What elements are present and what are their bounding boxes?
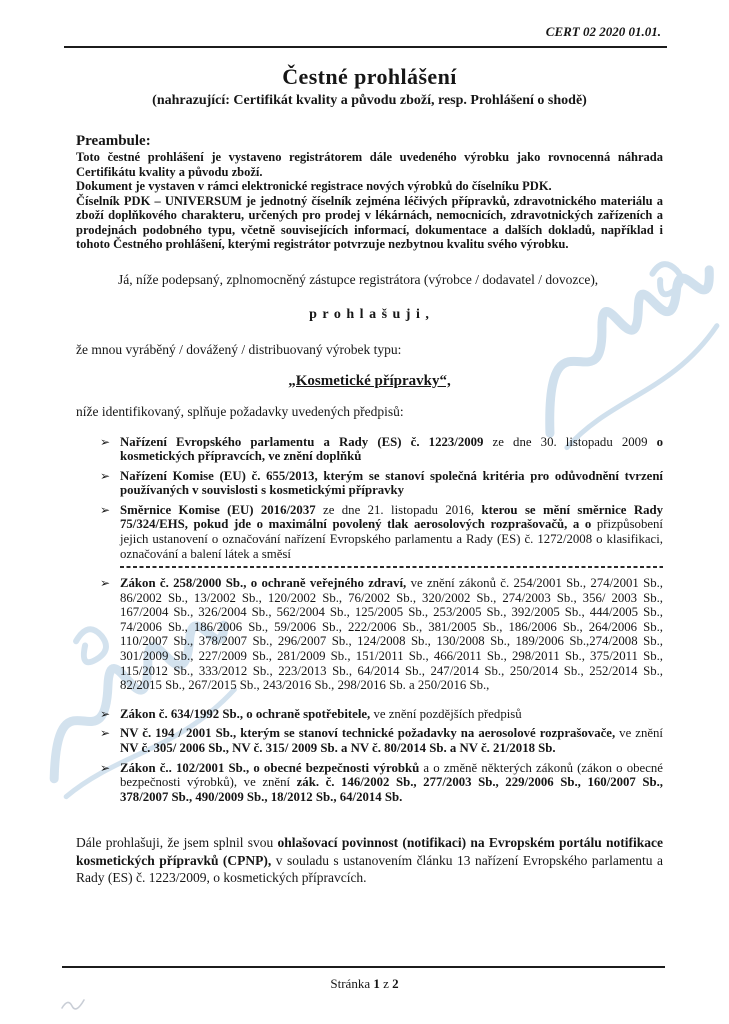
arrow-bullet-icon: ➢ (100, 760, 111, 775)
doc-reference: CERT 02 2020 01.01. (545, 24, 661, 39)
arrow-bullet-icon: ➢ (100, 468, 111, 483)
text-segment: Stránka (330, 976, 374, 991)
text-segment: kterou se mění směrnice Rady 75/324/EHS, pokud jde o maximální povolený tlak aerosolových rozprašovačů, a o (120, 502, 663, 532)
arrow-bullet-icon: ➢ (100, 576, 111, 591)
text-segment: ohlašovací povinnost (notifikaci) na Evropském portálu notifikace kosmetických přípravků (CPNP), (76, 835, 663, 868)
text-segment: ve znění zákonů č. 254/2001 Sb., 274/2001 Sb., 86/2002 Sb., 13/2002 Sb., 120/2002 Sb., 76/2002 Sb., 320/2002 Sb., 274/2003 Sb., 356/ 2003 Sb., 167/2004 Sb., 326/2004 Sb., 562/2004 Sb., 125/2005 Sb., 253/2005 Sb., 392/2005 Sb., 444/2005 Sb., 74/2006 Sb., 186/2006 Sb., 59/2006 Sb., 222/2006 Sb., 381/2005 Sb., 186/2006 Sb., 264/2006 Sb., 110/2007 Sb., 378/2007 Sb., 296/2007 Sb., 124/2008 Sb., 130/2008 Sb., 189/2006 Sb.,274/2008 Sb., 301/2009 Sb., 227/2009 Sb., 281/2009 Sb., 151/2011 Sb., 466/2011 Sb., 298/2011 Sb., 375/2011 Sb., 115/2012 Sb., 333/2012 Sb., 223/2013 Sb., 64/2014 Sb., 247/2014 Sb., 250/2014 Sb., 252/2014 Sb., 82/2015 Sb., 267/2015 Sb., 243/2016 Sb., 298/2016 Sb. a 250/2016 Sb., (120, 576, 664, 693)
text-segment: ze dne 30. listopadu 2009 (483, 434, 657, 449)
text-segment: Nařízení Evropského parlamentu a Rady (ES) č. 1223/2009 (120, 434, 484, 449)
text-segment: zák. č. 146/2002 Sb., 277/2003 Sb., 229/2006 Sb., 160/2007 Sb., 378/2007 Sb., 490/2009 Sb., 18/2012 Sb., 64/2014 Sb. (120, 775, 663, 804)
regulation-item-6 (100, 726, 663, 755)
pencil-mark (60, 994, 86, 1012)
text-segment: o kosmetických přípravcích, ve znění doplňků (120, 434, 664, 464)
text-segment: v souladu s ustanovením článku 13 nařízení Evropského parlamentu a Rady (ES) č. 1223/2009, o kosmetických přípravcích. (76, 852, 664, 885)
declarant-intro: Já, níže podepsaný, zplnomocněný zástupce registrátora (výrobce / dodavatel / dovozce), (118, 271, 599, 287)
regulation-item-5 (100, 707, 663, 722)
text-segment: Zákon č. 258/2000 Sb., o ochraně veřejného zdraví, (120, 576, 407, 591)
text-segment: Zákon č. 634/1992 Sb., o ochraně spotřebitele, (120, 706, 371, 721)
declaration-verb: p r o h l a š u j i , (309, 306, 430, 322)
text-segment: Směrnice Komise (EU) 2016/2037 (120, 502, 316, 517)
regulation-text (120, 707, 663, 722)
preambule-paragraph-3: Číselník PDK – UNIVERSUM je jednotný číselník zejména léčivých přípravků, zdravotnického materiálu a zboží doplňkového charakteru, určených pro prodej v lékárnách, nemocnicích, zdravotnických zařízeních a prodejnách podobného typu, včetně souvisejících informací, dokumentace a dalších dokladů, například i tohoto Čestného prohlášení, kterými registrátor potvrzuje nezbytnou kvalitu svého výrobku. (76, 193, 663, 251)
page-number (0, 976, 729, 992)
text-segment: a o změně některých zákonů (zákon o obecné bezpečnosti výrobků), ve znění (120, 760, 663, 790)
regulation-item-7 (100, 761, 663, 805)
text-segment: přizpůsobení jejich ustanovení o označování nařízení Evropského parlamentu a Rady (ES) č. 1272/2008 o klasifikaci, označování a balení látek a směsí (120, 517, 663, 561)
text-segment: z (379, 976, 393, 991)
regulation-item-2 (100, 469, 663, 498)
regulation-item-1 (100, 435, 663, 464)
preambule-heading: Preambule: (76, 133, 151, 149)
text-segment: 1 (373, 976, 380, 991)
dashed-separator (120, 566, 663, 568)
text-segment: Dále prohlašuji, že jsem splnil svou (76, 835, 278, 851)
regulation-text (120, 435, 663, 464)
text-segment: ve znění (615, 726, 663, 741)
page-subtitle: (nahrazující: Certifikát kvality a původu zboží, resp. Prohlášení o shodě) (152, 93, 587, 108)
text-segment: ve znění pozdějších předpisů (370, 706, 522, 721)
page-title: Čestné prohlášení (282, 64, 457, 89)
footer-rule (62, 966, 665, 968)
regulation-text (120, 576, 663, 693)
regulation-text (120, 503, 663, 561)
preambule-paragraph-2: Dokument je vystaven v rámci elektronické registrace nových výrobků do číselníku PDK. (76, 179, 552, 193)
arrow-bullet-icon: ➢ (100, 726, 111, 741)
regulations-list (76, 435, 663, 805)
arrow-bullet-icon: ➢ (100, 502, 111, 517)
text-segment: Zákon č.. 102/2001 Sb., o obecné bezpečnosti výrobků (120, 760, 420, 775)
regulation-text (120, 761, 663, 805)
product-type-title: „Kosmetické přípravky“, (288, 372, 451, 389)
text-segment: Nařízení Komise (EU) č. 655/2013, kterým se stanoví společná kritéria pro odůvodnění tvrzení používaných v souvislosti s kosmetickými přípravky (120, 468, 663, 498)
text-segment: ze dne 21. listopadu 2016, (315, 502, 482, 517)
preambule-paragraph-1: Toto čestné prohlášení je vystaveno registrátorem dále uvedeného výrobku jako rovnocenná náhrada Certifikátu kvality a původu zboží. (76, 150, 663, 179)
regulation-item-3 (100, 503, 663, 561)
closing-paragraph (76, 834, 663, 886)
text-segment: NV č. 194 / 2001 Sb., kterým se stanoví technické požadavky na aerosolové rozprašovače, (120, 726, 616, 741)
arrow-bullet-icon: ➢ (100, 434, 111, 449)
text-segment: NV č. 305/ 2006 Sb., NV č. 315/ 2009 Sb. a NV č. 80/2014 Sb. a NV č. 21/2018 Sb. (120, 741, 556, 755)
regulation-item-4 (100, 576, 663, 693)
arrow-bullet-icon: ➢ (100, 706, 111, 721)
product-intro: že mnou vyráběný / dovážený / distribuovaný výrobek typu: (76, 341, 402, 357)
text-segment: 2 (392, 976, 399, 991)
regulation-text (120, 469, 663, 498)
header-rule (64, 46, 667, 48)
compliance-intro: níže identifikovaný, splňuje požadavky uvedených předpisů: (76, 403, 404, 419)
regulation-text (120, 726, 663, 755)
